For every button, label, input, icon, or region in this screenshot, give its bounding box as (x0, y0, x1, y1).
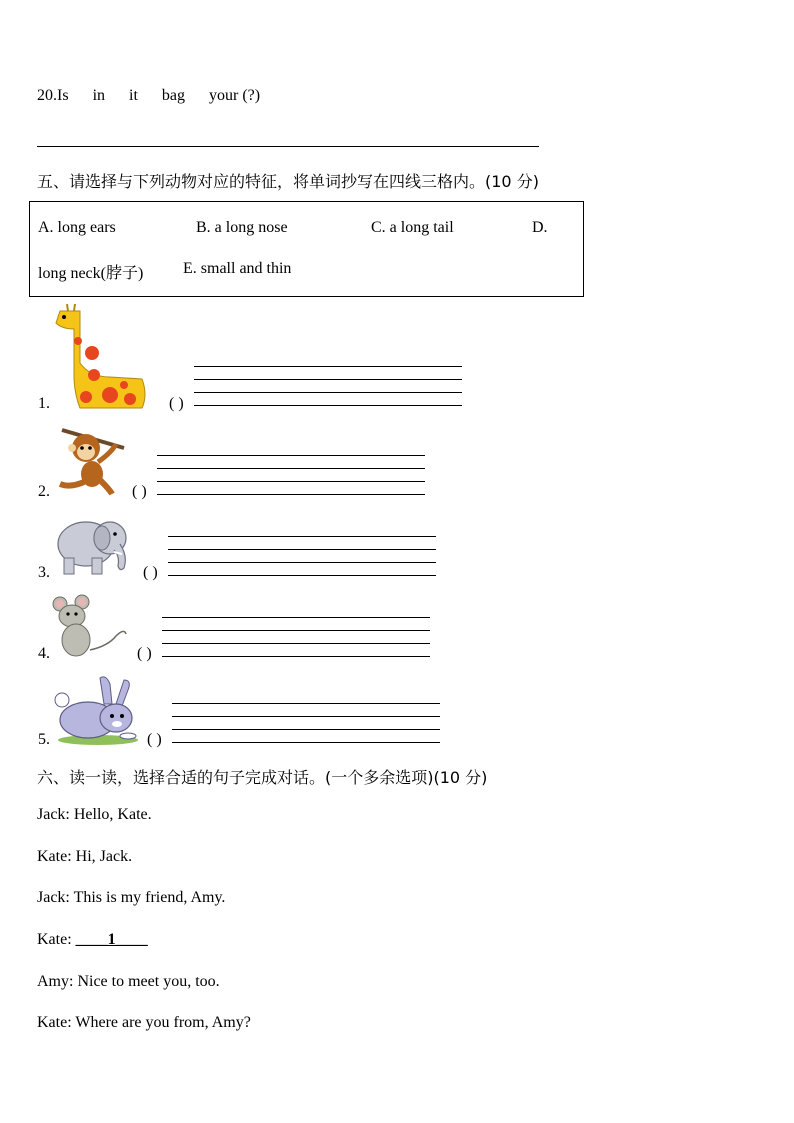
item-paren[interactable]: ( ) (137, 645, 152, 662)
item-number: 3. (38, 564, 50, 581)
question-number: 20. (37, 87, 57, 104)
section-6-heading: 六、读一读，选择合适的句子完成对话。(一个多余选项)(10 分) (37, 768, 488, 787)
question-20 (37, 87, 280, 105)
word-2: in (92, 87, 106, 104)
option-d-letter: D. (532, 219, 548, 236)
item-number: 1. (38, 395, 50, 412)
dialog-line: Jack: Hello, Kate. (37, 806, 152, 823)
giraffe-icon (50, 303, 150, 411)
answer-line[interactable] (37, 146, 539, 147)
dialog-line: Amy: Nice to meet you, too. (37, 973, 220, 990)
writing-lines[interactable] (157, 455, 425, 494)
item-paren[interactable]: ( ) (143, 564, 158, 581)
writing-lines[interactable] (172, 703, 440, 742)
option-d-text: long neck(脖子) (38, 265, 144, 282)
item-paren[interactable]: ( ) (132, 483, 147, 500)
writing-lines[interactable] (162, 617, 430, 656)
elephant-icon (52, 508, 134, 578)
item-number: 2. (38, 483, 50, 500)
mouse-icon (50, 594, 130, 658)
writing-lines[interactable] (168, 536, 436, 575)
option-e: E. small and thin (183, 260, 292, 277)
option-b: B. a long nose (196, 219, 288, 236)
dialog-line: Kate: Hi, Jack. (37, 848, 133, 865)
blank-1[interactable]: ____1____ (75, 931, 148, 948)
monkey-icon (52, 422, 126, 496)
writing-lines[interactable] (194, 366, 462, 405)
dialog-line-blank (37, 931, 148, 949)
item-paren[interactable]: ( ) (169, 395, 184, 412)
rabbit-icon (54, 674, 142, 746)
word-1: Is (57, 87, 69, 104)
section-5-heading: 五、请选择与下列动物对应的特征，将单词抄写在四线三格内。(10 分) (37, 172, 539, 191)
option-c: C. a long tail (371, 219, 454, 236)
item-number: 4. (38, 645, 50, 662)
item-paren[interactable]: ( ) (147, 731, 162, 748)
word-5: your (?) (209, 87, 261, 104)
word-3: it (129, 87, 138, 104)
option-a: A. long ears (38, 219, 116, 236)
dialog-line: Kate: Where are you from, Amy? (37, 1014, 251, 1031)
item-number: 5. (38, 731, 50, 748)
dialog-line: Jack: This is my friend, Amy. (37, 889, 226, 906)
speaker: Kate: (37, 931, 76, 948)
word-4: bag (161, 87, 186, 104)
